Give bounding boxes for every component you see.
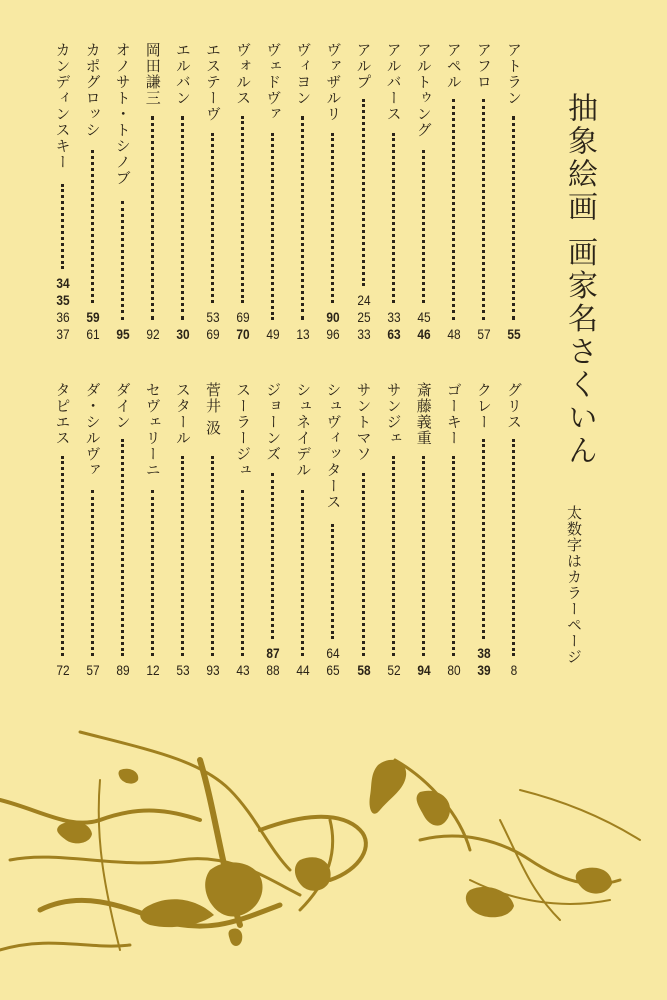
page-number: 63 <box>386 326 401 342</box>
leader-dots <box>121 439 124 656</box>
abstract-ink-drawing <box>0 720 667 990</box>
page-number: 13 <box>296 326 310 342</box>
page-number: 65 <box>326 662 341 678</box>
leader-dots <box>211 456 214 656</box>
leader-dots <box>211 133 214 303</box>
artist-name: サントマソ <box>354 382 373 462</box>
page-number: 69 <box>206 326 220 342</box>
page-title: 抽象絵画 画家名さくいん <box>562 92 597 468</box>
leader-dots <box>482 439 485 639</box>
artist-name: ヴェドヴァ <box>264 42 283 122</box>
page-number: 58 <box>356 662 371 678</box>
artist-name: エルバン <box>173 42 192 106</box>
artist-name: スーラージュ <box>234 382 253 478</box>
page-number: 34 <box>55 275 70 291</box>
leader-dots <box>301 490 304 656</box>
page-number: 89 <box>116 662 130 678</box>
leader-dots <box>482 99 485 320</box>
artist-name: エステーヴ <box>204 42 222 122</box>
page-number: 69 <box>236 309 250 325</box>
page-number: 88 <box>266 662 280 678</box>
artist-name: グリス <box>505 382 523 430</box>
artist-name: 斎藤義重 <box>414 382 433 446</box>
page-number: 61 <box>85 326 100 342</box>
artist-name: ジョーンズ <box>264 382 283 462</box>
artist-name: クレー <box>474 382 493 430</box>
page-number: 70 <box>236 326 250 342</box>
artist-name: カンディンスキー <box>53 42 72 170</box>
artist-name: タピエス <box>53 382 72 446</box>
page-number: 90 <box>326 309 341 325</box>
leader-dots <box>91 490 94 656</box>
page-number: 33 <box>386 309 401 325</box>
page-number: 72 <box>55 662 70 678</box>
page-number: 25 <box>356 309 371 325</box>
leader-dots <box>271 133 274 320</box>
leader-dots <box>512 439 515 656</box>
page-number: 53 <box>206 309 220 325</box>
artist-name: ダイン <box>113 382 132 430</box>
page-number: 53 <box>176 662 190 678</box>
page-number: 49 <box>266 326 280 342</box>
leader-dots <box>121 201 124 320</box>
leader-dots <box>452 456 455 656</box>
page-number: 46 <box>417 326 431 342</box>
artist-name: シュネイデル <box>294 382 313 478</box>
leader-dots <box>181 456 184 656</box>
leader-dots <box>392 133 395 303</box>
artist-name: アルバース <box>384 42 403 122</box>
page-number: 35 <box>55 292 70 308</box>
leader-dots <box>512 116 515 320</box>
leader-dots <box>331 133 334 303</box>
page-number: 92 <box>146 326 160 342</box>
artist-name: ヴァザルリ <box>324 42 343 122</box>
artist-name: カポグロッシ <box>83 42 102 138</box>
artist-name: スタール <box>173 382 192 446</box>
leader-dots <box>181 116 184 320</box>
artist-name: ダ・シルヴァ <box>83 382 102 478</box>
page-number: 12 <box>146 662 160 678</box>
leader-dots <box>151 116 154 320</box>
leader-dots <box>241 116 244 303</box>
leader-dots <box>241 490 244 656</box>
artist-name: ヴィヨン <box>294 42 313 106</box>
leader-dots <box>331 524 334 639</box>
artist-name: 菅井 汲 <box>204 382 222 436</box>
page-number: 57 <box>477 326 491 342</box>
page-number: 48 <box>447 326 461 342</box>
artist-name: アペル <box>444 42 463 90</box>
leader-dots <box>392 456 395 656</box>
bold-number-note: 太数字はカラーページ <box>565 505 583 665</box>
leader-dots <box>452 99 455 320</box>
artist-name: ゴーキー <box>444 382 463 446</box>
leader-dots <box>61 184 64 269</box>
artist-name: アルトゥング <box>414 42 433 138</box>
page-number: 52 <box>386 662 401 678</box>
artist-name: セヴェリーニ <box>143 382 162 478</box>
artist-name: ヴォルス <box>234 42 253 106</box>
page-number: 80 <box>447 662 461 678</box>
page-number: 36 <box>55 309 70 325</box>
page-number: 8 <box>510 662 518 678</box>
page-number: 94 <box>417 662 431 678</box>
artist-name: アフロ <box>474 42 493 90</box>
page-number: 59 <box>85 309 100 325</box>
leader-dots <box>422 456 425 656</box>
page-number: 38 <box>477 645 491 661</box>
page-number: 24 <box>356 292 371 308</box>
page-number: 57 <box>85 662 100 678</box>
page-number: 95 <box>116 326 130 342</box>
page-number: 33 <box>356 326 371 342</box>
artist-name: 岡田謙三 <box>143 42 162 106</box>
artist-name: シュヴィッタース <box>324 382 343 510</box>
page-number: 30 <box>176 326 190 342</box>
page-number: 55 <box>507 326 521 342</box>
page-number: 64 <box>326 645 341 661</box>
artist-name: サンジェ <box>384 382 403 446</box>
leader-dots <box>61 456 64 656</box>
leader-dots <box>301 116 304 320</box>
leader-dots <box>422 150 425 303</box>
artist-name: アルプ <box>354 42 373 90</box>
artist-name: アトラン <box>505 42 523 106</box>
leader-dots <box>362 99 365 286</box>
page-number: 39 <box>477 662 491 678</box>
leader-dots <box>91 150 94 303</box>
page-number: 93 <box>206 662 220 678</box>
page-number: 44 <box>296 662 310 678</box>
leader-dots <box>271 473 274 639</box>
artist-name: オノサト・トシノブ <box>113 42 132 186</box>
page-number: 43 <box>236 662 250 678</box>
leader-dots <box>151 490 154 656</box>
page-number: 87 <box>266 645 280 661</box>
leader-dots <box>362 473 365 656</box>
page-number: 96 <box>326 326 341 342</box>
page-number: 37 <box>55 326 70 342</box>
page-number: 45 <box>417 309 431 325</box>
